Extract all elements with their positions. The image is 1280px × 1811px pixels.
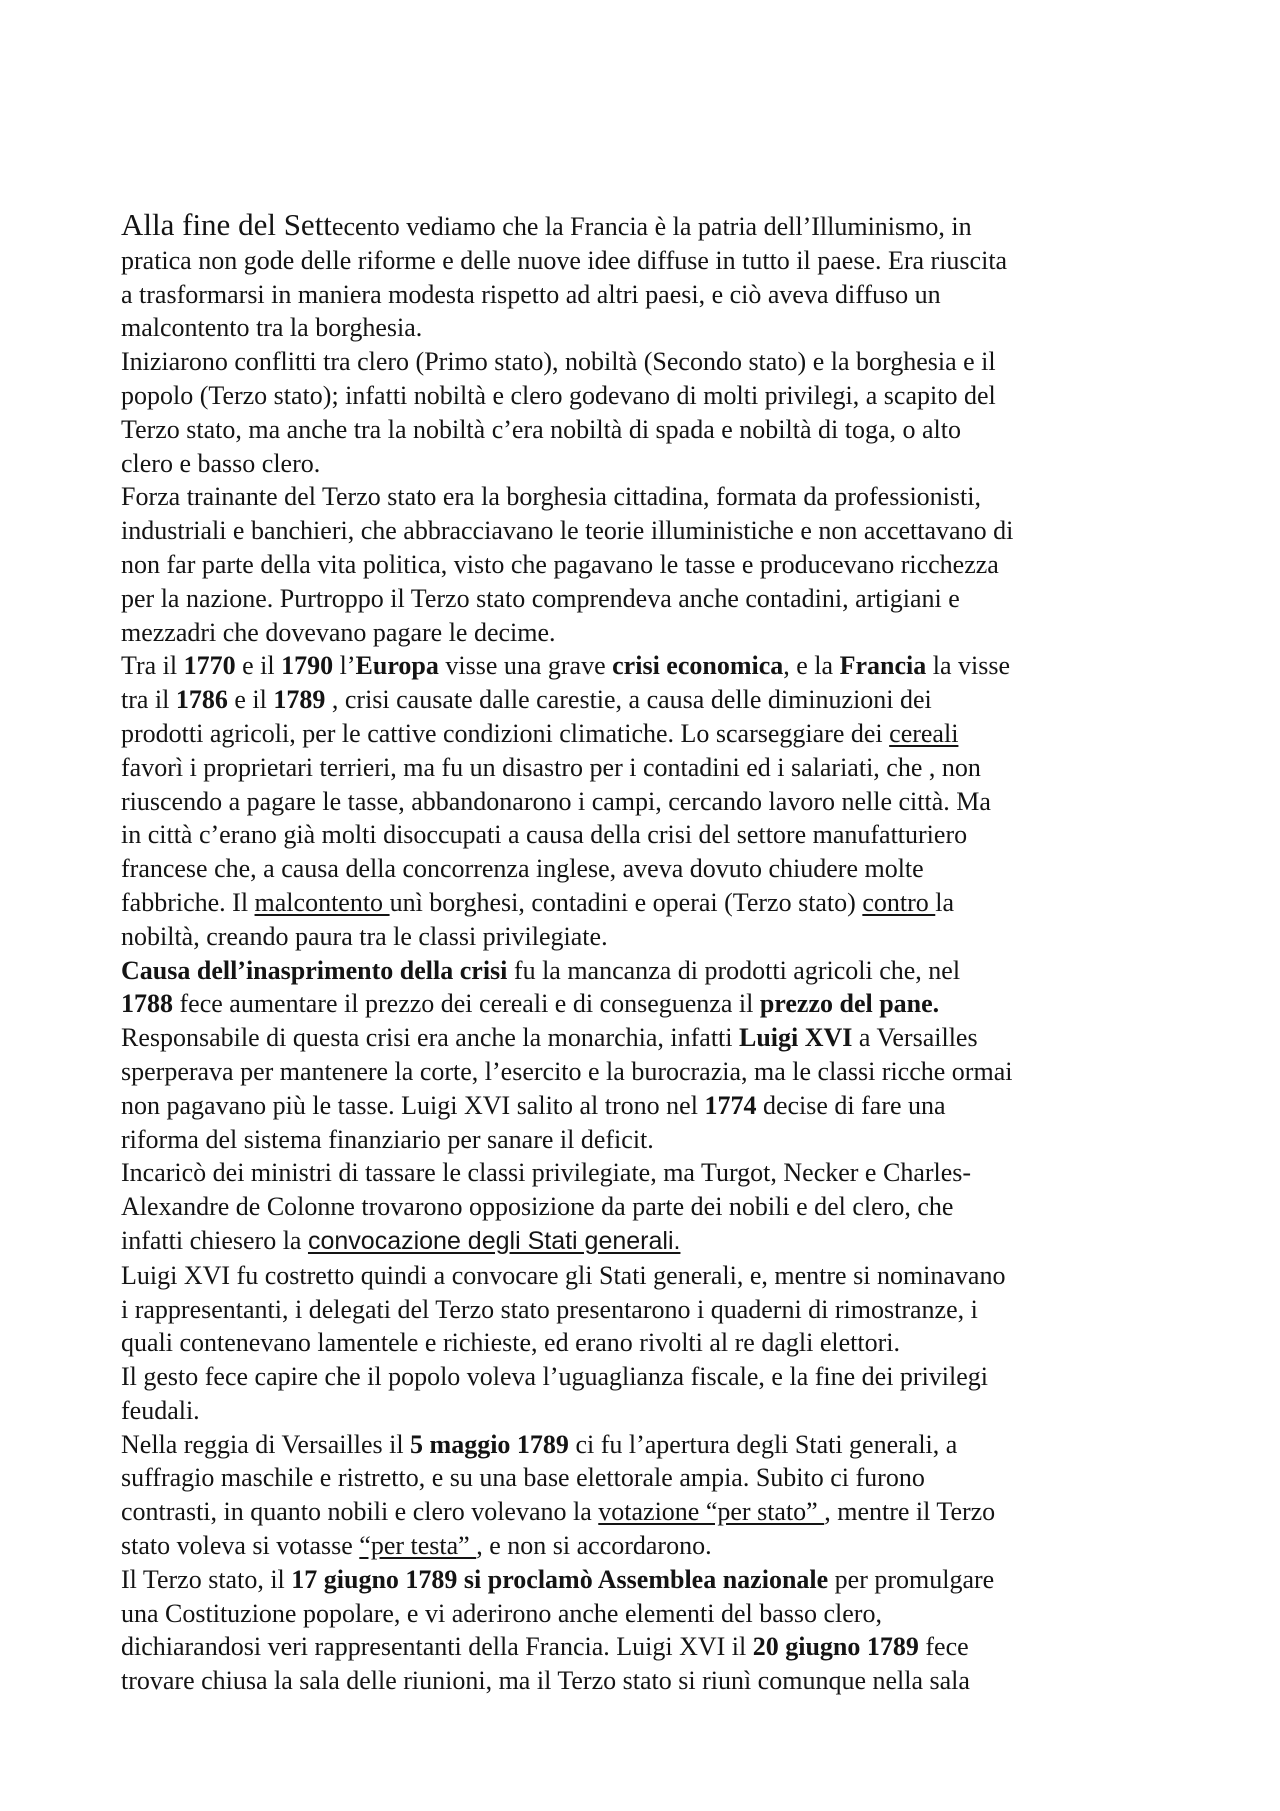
- text-run: decise di fare una: [756, 1090, 946, 1120]
- paragraph: [121, 954, 1171, 1022]
- underlined-text: “per testa”: [359, 1531, 477, 1561]
- text-run: favorì i proprietari terrieri, ma fu un disastro per i contadini ed i salariati, che , non: [121, 752, 981, 782]
- text-line: [121, 649, 1171, 683]
- text-run: unì borghesi, contadini e operai (Terzo stato): [389, 887, 863, 917]
- underlined-text: convocazione degli Stati generali.: [307, 1226, 681, 1255]
- text-run: nobiltà, creando paura tra le classi privilegiate.: [121, 921, 608, 951]
- text-run: Il Terzo stato, il: [121, 1564, 292, 1594]
- text-line: [121, 818, 1171, 852]
- text-line: [121, 751, 1171, 785]
- text-line: [121, 1529, 1171, 1563]
- bold-text: 1786: [175, 685, 228, 715]
- text-run: fu la mancanza di prodotti agricoli che, nel: [507, 955, 961, 985]
- text-line: [121, 1293, 1171, 1327]
- text-run: suffragio maschile e ristretto, e su una base elettorale ampia. Subito ci furono: [121, 1463, 925, 1493]
- text-run: Il gesto fece capire che il popolo voleva l’uguaglianza fiscale, e la fine dei privilegi: [121, 1362, 989, 1392]
- text-run: Alla fine del Sett: [121, 207, 332, 242]
- text-line: [121, 1156, 1171, 1190]
- text-line: [121, 1055, 1171, 1089]
- text-run: Incaricò dei ministri di tassare le classi privilegiate, ma Turgot, Necker e Charles-: [121, 1158, 972, 1188]
- text-line: [121, 1630, 1171, 1664]
- bold-text: prezzo del pane.: [759, 989, 940, 1019]
- text-run: popolo (Terzo stato); infatti nobiltà e clero godevano di molti privilegi, a scapito del: [121, 380, 996, 410]
- text-line: [121, 278, 1171, 312]
- bold-text: Causa dell’inasprimento della crisi: [121, 955, 508, 985]
- text-run: riforma del sistema finanziario per sanare il deficit.: [121, 1124, 654, 1154]
- bold-text: 1770: [183, 651, 236, 681]
- text-line: [121, 1360, 1171, 1394]
- text-run: fece aumentare il prezzo dei cereali e di conseguenza il: [173, 989, 760, 1019]
- text-run: ecento vediamo che la Francia è la patria dell’Illuminismo, in: [331, 212, 972, 241]
- text-line: [121, 514, 1171, 548]
- paragraph: [121, 1021, 1171, 1156]
- text-line: [121, 480, 1171, 514]
- text-line: [121, 1428, 1171, 1462]
- text-run: Terzo stato, ma anche tra la nobiltà c’era nobiltà di spada e nobiltà di toga, o alto: [121, 414, 961, 444]
- paragraph: [121, 208, 1171, 345]
- bold-text: 5 maggio 1789: [410, 1429, 569, 1459]
- underlined-text: contro: [862, 887, 936, 917]
- text-run: e il: [227, 685, 274, 715]
- text-run: a trasformarsi in maniera modesta rispetto ad altri paesi, e ciò aveva diffuso un: [121, 279, 941, 309]
- text-run: a Versailles: [852, 1023, 978, 1053]
- bold-text: 1788: [121, 989, 173, 1019]
- text-line: [121, 1089, 1171, 1123]
- text-line: [121, 311, 1171, 345]
- text-run: prodotti agricoli, per le cattive condizioni climatiche. Lo scarseggiare dei: [121, 718, 890, 748]
- text-line: [121, 379, 1171, 413]
- text-line: [121, 1461, 1171, 1495]
- paragraph: [121, 1563, 1171, 1698]
- text-run: feudali.: [121, 1395, 200, 1425]
- paragraph: [121, 1360, 1171, 1428]
- text-line: [121, 954, 1171, 988]
- text-run: la visse: [926, 651, 1010, 681]
- text-line: [121, 1021, 1171, 1055]
- paragraph: [121, 480, 1171, 649]
- text-line: [121, 886, 1171, 920]
- text-run: quali contenevano lamentele e richieste, ed erano rivolti al re dagli elettori.: [121, 1328, 900, 1358]
- text-run: Nella reggia di Versailles il: [121, 1429, 411, 1459]
- text-run: riuscendo a pagare le tasse, abbandonarono i campi, cercando lavoro nelle città. Ma: [121, 786, 991, 816]
- text-line: [121, 1123, 1171, 1157]
- text-run: e il: [235, 651, 282, 681]
- text-run: per la nazione. Purtroppo il Terzo stato comprendeva anche contadini, artigiani e: [121, 583, 960, 613]
- text-run: Alexandre de Colonne trovarono opposizione da parte dei nobili e del clero, che: [121, 1192, 954, 1222]
- text-run: , e non si accordarono.: [476, 1531, 712, 1561]
- text-run: per promulgare: [828, 1564, 995, 1594]
- text-run: clero e basso clero.: [121, 448, 321, 478]
- document-body: [121, 208, 1171, 1698]
- text-run: Tra il: [121, 651, 184, 681]
- text-line: [121, 1495, 1171, 1529]
- text-run: , e la: [783, 651, 840, 681]
- bold-text: Europa: [355, 651, 439, 681]
- text-line: [121, 1394, 1171, 1428]
- text-run: , mentre il Terzo: [824, 1497, 996, 1527]
- bold-text: 17 giugno 1789 si proclamò Assemblea nazionale: [291, 1564, 829, 1594]
- text-run: , crisi causate dalle carestie, a causa delle diminuzioni dei: [325, 685, 932, 715]
- text-run: Luigi XVI fu costretto quindi a convocare gli Stati generali, e, mentre si nominavano: [121, 1260, 1006, 1290]
- text-line: [121, 244, 1171, 278]
- text-run: Responsabile di questa crisi era anche la monarchia, infatti: [121, 1023, 739, 1053]
- bold-text: crisi economica: [612, 651, 784, 681]
- bold-text: 1790: [281, 651, 334, 681]
- text-run: fabbriche. Il: [121, 887, 255, 917]
- text-run: la: [935, 887, 955, 917]
- text-run: fece: [918, 1632, 969, 1662]
- text-line: [121, 1664, 1171, 1698]
- text-line: [121, 1259, 1171, 1293]
- paragraph: [121, 1156, 1171, 1258]
- text-line: [121, 785, 1171, 819]
- text-run: infatti chiesero la: [121, 1225, 308, 1255]
- text-line: [121, 852, 1171, 886]
- text-line: [121, 683, 1171, 717]
- text-line: [121, 548, 1171, 582]
- text-run: sperperava per mantenere la corte, l’esercito e la burocrazia, ma le classi ricche ormai: [121, 1056, 1013, 1086]
- text-line: [121, 1190, 1171, 1224]
- text-line: [121, 616, 1171, 650]
- text-line: [121, 1326, 1171, 1360]
- text-run: i rappresentanti, i delegati del Terzo stato presentarono i quaderni di rimostranze, i: [121, 1294, 978, 1324]
- text-line: [121, 717, 1171, 751]
- text-line: [121, 1224, 1171, 1259]
- text-line: [121, 582, 1171, 616]
- text-run: ci fu l’apertura degli Stati generali, a: [568, 1429, 958, 1459]
- text-line: [121, 447, 1171, 481]
- text-run: una Costituzione popolare, e vi aderirono anche elementi del basso clero,: [121, 1598, 882, 1628]
- text-run: trovare chiusa la sala delle riunioni, ma il Terzo stato si riunì comunque nella sala: [121, 1666, 970, 1696]
- text-line: [121, 1563, 1171, 1597]
- text-run: mezzadri che dovevano pagare le decime.: [121, 617, 556, 647]
- text-line: [121, 345, 1171, 379]
- text-run: l’: [333, 651, 356, 681]
- text-run: industriali e banchieri, che abbracciavano le teorie illuministiche e non accettavano di: [121, 516, 1014, 546]
- underlined-text: votazione “per stato”: [598, 1497, 825, 1527]
- text-line: [121, 1597, 1171, 1631]
- underlined-text: malcontento: [254, 887, 390, 917]
- bold-text: 1774: [704, 1090, 757, 1120]
- bold-text: Francia: [839, 651, 927, 681]
- text-run: malcontento tra la borghesia.: [121, 313, 423, 343]
- paragraph: [121, 649, 1171, 953]
- bold-text: 1789: [273, 685, 326, 715]
- text-run: pratica non gode delle riforme e delle nuove idee diffuse in tutto il paese. Era riuscita: [121, 245, 1008, 275]
- bold-text: Luigi XVI: [739, 1023, 853, 1053]
- text-run: visse una grave: [438, 651, 613, 681]
- bold-text: 20 giugno 1789: [752, 1632, 919, 1662]
- text-run: non far parte della vita politica, visto che pagavano le tasse e producevano ricchezza: [121, 549, 999, 579]
- paragraph: [121, 1428, 1171, 1563]
- text-run: tra il: [121, 685, 176, 715]
- text-run: dichiarandosi veri rappresentanti della Francia. Luigi XVI il: [121, 1632, 753, 1662]
- text-run: stato voleva si votasse: [121, 1531, 360, 1561]
- text-line: [121, 208, 1171, 244]
- text-line: [121, 920, 1171, 954]
- text-run: contrasti, in quanto nobili e clero volevano la: [121, 1497, 599, 1527]
- text-line: [121, 413, 1171, 447]
- underlined-text: cereali: [889, 718, 959, 748]
- text-run: Forza trainante del Terzo stato era la borghesia cittadina, formata da professionisti,: [121, 482, 981, 512]
- text-run: non pagavano più le tasse. Luigi XVI salito al trono nel: [121, 1090, 705, 1120]
- paragraph: [121, 1259, 1171, 1360]
- text-run: in città c’erano già molti disoccupati a causa della crisi del settore manufatturiero: [121, 820, 968, 850]
- text-run: Iniziarono conflitti tra clero (Primo stato), nobiltà (Secondo stato) e la borghesia e il: [121, 347, 996, 377]
- text-line: [121, 987, 1171, 1021]
- text-run: francese che, a causa della concorrenza inglese, aveva dovuto chiudere molte: [121, 854, 924, 884]
- paragraph: [121, 345, 1171, 480]
